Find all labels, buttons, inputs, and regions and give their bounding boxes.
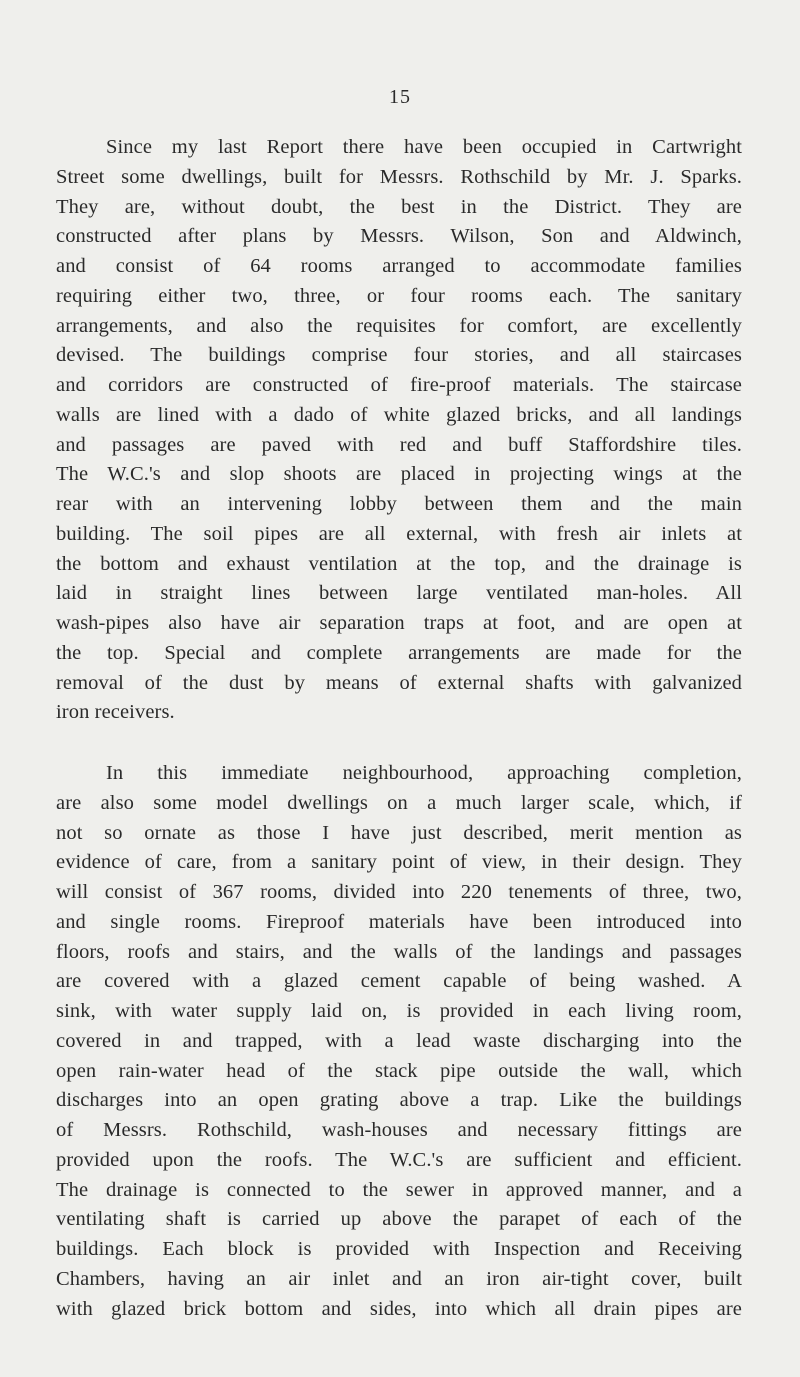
text-line: and passages are paved with red and buff Staffordshire tiles. bbox=[56, 433, 742, 456]
text-line: are also some model dwellings on a much larger scale, which, if bbox=[56, 791, 742, 814]
text-line: wash-pipes also have air separation traps at foot, and are open at bbox=[56, 612, 742, 634]
page-number: 15 bbox=[389, 86, 411, 108]
text-line: and consist of 64 rooms arranged to accommodate families bbox=[56, 255, 742, 277]
text-line: with glazed brick bottom and sides, into which all drain pipes are bbox=[56, 1297, 742, 1320]
text-line: will consist of 367 rooms, divided into 220 tenements of three, two, bbox=[56, 881, 742, 903]
text-line: sink, with water supply laid on, is provided in each living room, bbox=[56, 1000, 742, 1022]
text-line: walls are lined with a dado of white glazed bricks, and all landings bbox=[56, 403, 742, 426]
text-line: the top. Special and complete arrangements are made for the bbox=[56, 641, 742, 664]
text-line: They are, without doubt, the best in the District. They are bbox=[56, 195, 742, 218]
text-line: covered in and trapped, with a lead waste discharging into the bbox=[56, 1029, 742, 1052]
text-line: removal of the dust by means of external shafts with galvanized bbox=[56, 671, 742, 694]
text-line: open rain-water head of the stack pipe outside the wall, which bbox=[56, 1059, 742, 1082]
text-line: constructed after plans by Messrs. Wilson, Son and Aldwinch, bbox=[56, 225, 742, 248]
text-line: In this immediate neighbourhood, approaching completion, bbox=[106, 762, 742, 784]
text-line: requiring either two, three, or four rooms each. The sanitary bbox=[56, 284, 742, 307]
text-line: of Messrs. Rothschild, wash-houses and necessary fittings are bbox=[56, 1119, 742, 1141]
text-line: devised. The buildings comprise four stories, and all staircases bbox=[56, 344, 742, 367]
text-line: evidence of care, from a sanitary point of view, in their design. They bbox=[56, 851, 742, 874]
text-line: Chambers, having an air inlet and an iron air-tight cover, built bbox=[56, 1267, 742, 1290]
text-line: rear with an intervening lobby between them and the main bbox=[56, 493, 742, 515]
text-line: not so ornate as those I have just described, merit mention as bbox=[56, 821, 742, 844]
text-line: building. The soil pipes are all external, with fresh air inlets at bbox=[56, 522, 742, 545]
paragraph-model-dwellings bbox=[56, 759, 742, 1324]
text-line: floors, roofs and stairs, and the walls of the landings and passages bbox=[56, 940, 742, 963]
text-line: laid in straight lines between large ventilated man-holes. All bbox=[56, 582, 742, 605]
text-line: Since my last Report there have been occupied in Cartwright bbox=[106, 136, 742, 158]
text-line: The drainage is connected to the sewer in approved manner, and a bbox=[56, 1178, 742, 1201]
text-line: provided upon the roofs. The W.C.'s are sufficient and efficient. bbox=[56, 1148, 742, 1171]
text-line: Street some dwellings, built for Messrs. Rothschild by Mr. J. Sparks. bbox=[56, 165, 742, 188]
body-text bbox=[56, 133, 742, 1324]
text-line: buildings. Each block is provided with Inspection and Receiving bbox=[56, 1238, 742, 1260]
paragraph-cartwright-street bbox=[56, 133, 742, 728]
text-line: The W.C.'s and slop shoots are placed in projecting wings at the bbox=[56, 463, 742, 486]
text-line: and single rooms. Fireproof materials have been introduced into bbox=[56, 910, 742, 933]
text-line: iron receivers. bbox=[56, 701, 175, 724]
text-line: the bottom and exhaust ventilation at the top, and the drainage is bbox=[56, 552, 742, 575]
text-line: and corridors are constructed of fire-proof materials. The staircase bbox=[56, 374, 742, 396]
text-line: arrangements, and also the requisites for comfort, are excellently bbox=[56, 314, 742, 337]
text-line: discharges into an open grating above a trap. Like the buildings bbox=[56, 1089, 742, 1112]
text-line: ventilating shaft is carried up above the parapet of each of the bbox=[56, 1208, 742, 1231]
text-line: are covered with a glazed cement capable of being washed. A bbox=[56, 970, 742, 993]
